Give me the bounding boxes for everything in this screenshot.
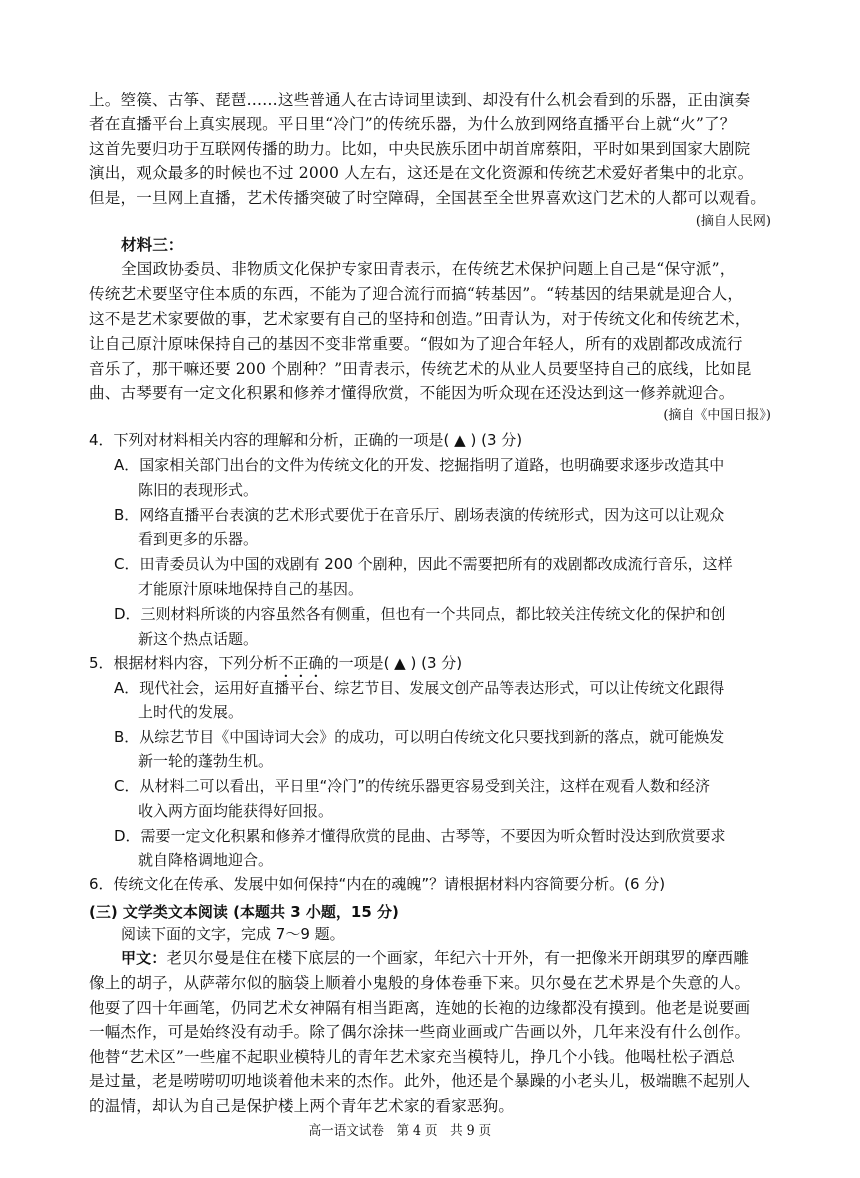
material2-line: 这首先要归功于互联网传播的助力。比如，中央民族乐团中胡首席蔡阳，平时如果到国家大剧院	[89, 140, 751, 158]
material2-source: (摘自人民网)	[695, 214, 771, 229]
passage-a-line: 一幅杰作，可是始终没有动手。除了偶尔涂抹一些商业画或广告画以外，几年来没有什么创作。	[89, 1023, 751, 1041]
material3-line: 曲、古琴要有一定文化积累和修养才懂得欣赏，不能因为听众现在还没达到这一修养就迎合。	[89, 384, 735, 402]
q4-option-a-cont: 陈旧的表现形式。	[138, 481, 259, 499]
passage-a-first-line	[121, 947, 749, 969]
section-3-heading: (三) 文学类文本阅读 (本题共 3 小题，15 分)	[89, 903, 399, 921]
material3-source: (摘自《中国日报》)	[663, 408, 771, 423]
q4-option-d-cont: 新这个热点话题。	[138, 630, 259, 648]
material3-line: 让自己原汁原味保持自己的基因不变非常重要。“假如为了迎合年轻人，所有的戏剧都改成流行	[89, 335, 743, 353]
passage-a-line: 的温情，却认为自己是保护楼上两个青年艺术家的看家恶狗。	[89, 1097, 515, 1115]
passage-a-line: 老贝尔曼是住在楼下底层的一个画家，年纪六十开外，有一把像米开朗琪罗的摩西雕	[166, 949, 749, 967]
material2-line: 者在直播平台上真实展现。平日里“冷门”的传统乐器，为什么放到网络直播平台上就“火”了？	[89, 115, 736, 133]
q4-option-b: B．网络直播平台表演的艺术形式要优于在音乐厅、剧场表演的传统形式，因为这可以让观众	[114, 506, 725, 524]
material3-title: 材料三：	[121, 235, 184, 254]
material3-line: 传统艺术要坚守住本质的东西，不能为了迎合流行而搞“转基因”。“转基因的结果就是迎合人，	[89, 285, 744, 303]
material2-line: 但是，一旦网上直播，艺术传播突破了时空障碍，全国甚至全世界喜欢这门艺术的人都可以观看。	[89, 189, 766, 207]
question-6: 6．传统文化在传承、发展中如何保持“内在的魂魄”？请根据材料内容简要分析。(6 分)	[89, 875, 666, 893]
q5-stem-before: 5．根据材料内容，下列分析	[89, 654, 279, 672]
q5-option-c: C．从材料二可以看出，平日里“冷门”的传统乐器更容易受到关注，这样在观看人数和经济	[114, 777, 711, 795]
material3-line: 全国政协委员、非物质文化保护专家田青表示，在传统艺术保护问题上自己是“保守派”，	[121, 260, 736, 278]
q4-option-a: A．国家相关部门出台的文件为传统文化的开发、挖掘指明了道路，也明确要求逐步改造其中	[114, 456, 725, 474]
passage-a-line: 像上的胡子，从萨蒂尔似的脑袋上顺着小鬼般的身体卷垂下来。贝尔曼在艺术界是个失意的人。	[89, 974, 751, 992]
q5-option-b-cont: 新一轮的蓬勃生机。	[138, 752, 274, 770]
material2-line: 上。箜篌、古筝、琵琶……这些普通人在古诗词里读到、却没有什么机会看到的乐器，正由演奏	[89, 91, 751, 109]
passage-a-label: 甲文：	[121, 949, 167, 967]
q4-option-d: D．三则材料所谈的内容虽然各有侧重，但也有一个共同点，都比较关注传统文化的保护和创	[114, 605, 726, 623]
passage-a-line: 他替“艺术区”一些雇不起职业模特儿的青年艺术家充当模特儿，挣几个小钱。他喝杜松子酒总	[89, 1048, 735, 1066]
q5-option-d-cont: 就自降格调地迎合。	[138, 851, 274, 869]
q4-option-c-cont: 才能原汁原味地保持自己的基因。	[138, 580, 364, 598]
q5-option-a-cont: 上时代的发展。	[138, 703, 244, 721]
page-footer: 高一语文试卷 第 4 页 共 9 页	[308, 1123, 492, 1139]
material2-line: 演出，观众最多的时候也不过 2000 人左右，这还是在文化资源和传统艺术爱好者集中的北京。	[89, 164, 754, 182]
question-4-stem: 4．下列对材料相关内容的理解和分析，正确的一项是( ▲ ) (3 分)	[89, 431, 523, 449]
material3-line: 音乐了，那干嘛还要 200 个剧种？”田青表示，传统艺术的从业人员要坚持自己的底线，比如昆	[89, 360, 752, 378]
q5-stem-after: 的一项是( ▲ ) (3 分)	[323, 654, 463, 672]
q5-option-a: A．现代社会，运用好直播平台、综艺节目、发展文创产品等表达形式，可以让传统文化跟得	[114, 679, 725, 697]
q5-option-b: B．从综艺节目《中国诗词大会》的成功，可以明白传统文化只要找到新的落点，就可能焕发	[114, 728, 725, 746]
q4-option-b-cont: 看到更多的乐器。	[138, 530, 259, 548]
section-3-instruction: 阅读下面的文字，完成 7～9 题。	[121, 925, 345, 943]
passage-a-line: 他耍了四十年画笔，仍同艺术女神隔有相当距离，连她的长袍的边缘都没有摸到。他老是说要画	[89, 999, 751, 1017]
q5-option-d: D．需要一定文化积累和修养才懂得欣赏的昆曲、古琴等，不要因为听众暂时没达到欣赏要求	[114, 827, 726, 845]
q5-option-c-cont: 收入两方面均能获得好回报。	[138, 802, 334, 820]
q5-emphasis-incorrect: 不正确	[278, 654, 324, 672]
q4-option-c: C．田青委员认为中国的戏剧有 200 个剧种，因此不需要把所有的戏剧都改成流行音乐，这样	[114, 555, 733, 573]
passage-a-line: 是过量，老是唠唠叨叨地谈着他未来的杰作。此外，他还是个暴躁的小老头儿，极端瞧不起别人	[89, 1072, 751, 1090]
material3-line: 这不是艺术家要做的事，艺术家要有自己的坚持和创造。”田青认为，对于传统文化和传统艺术，	[89, 310, 751, 328]
